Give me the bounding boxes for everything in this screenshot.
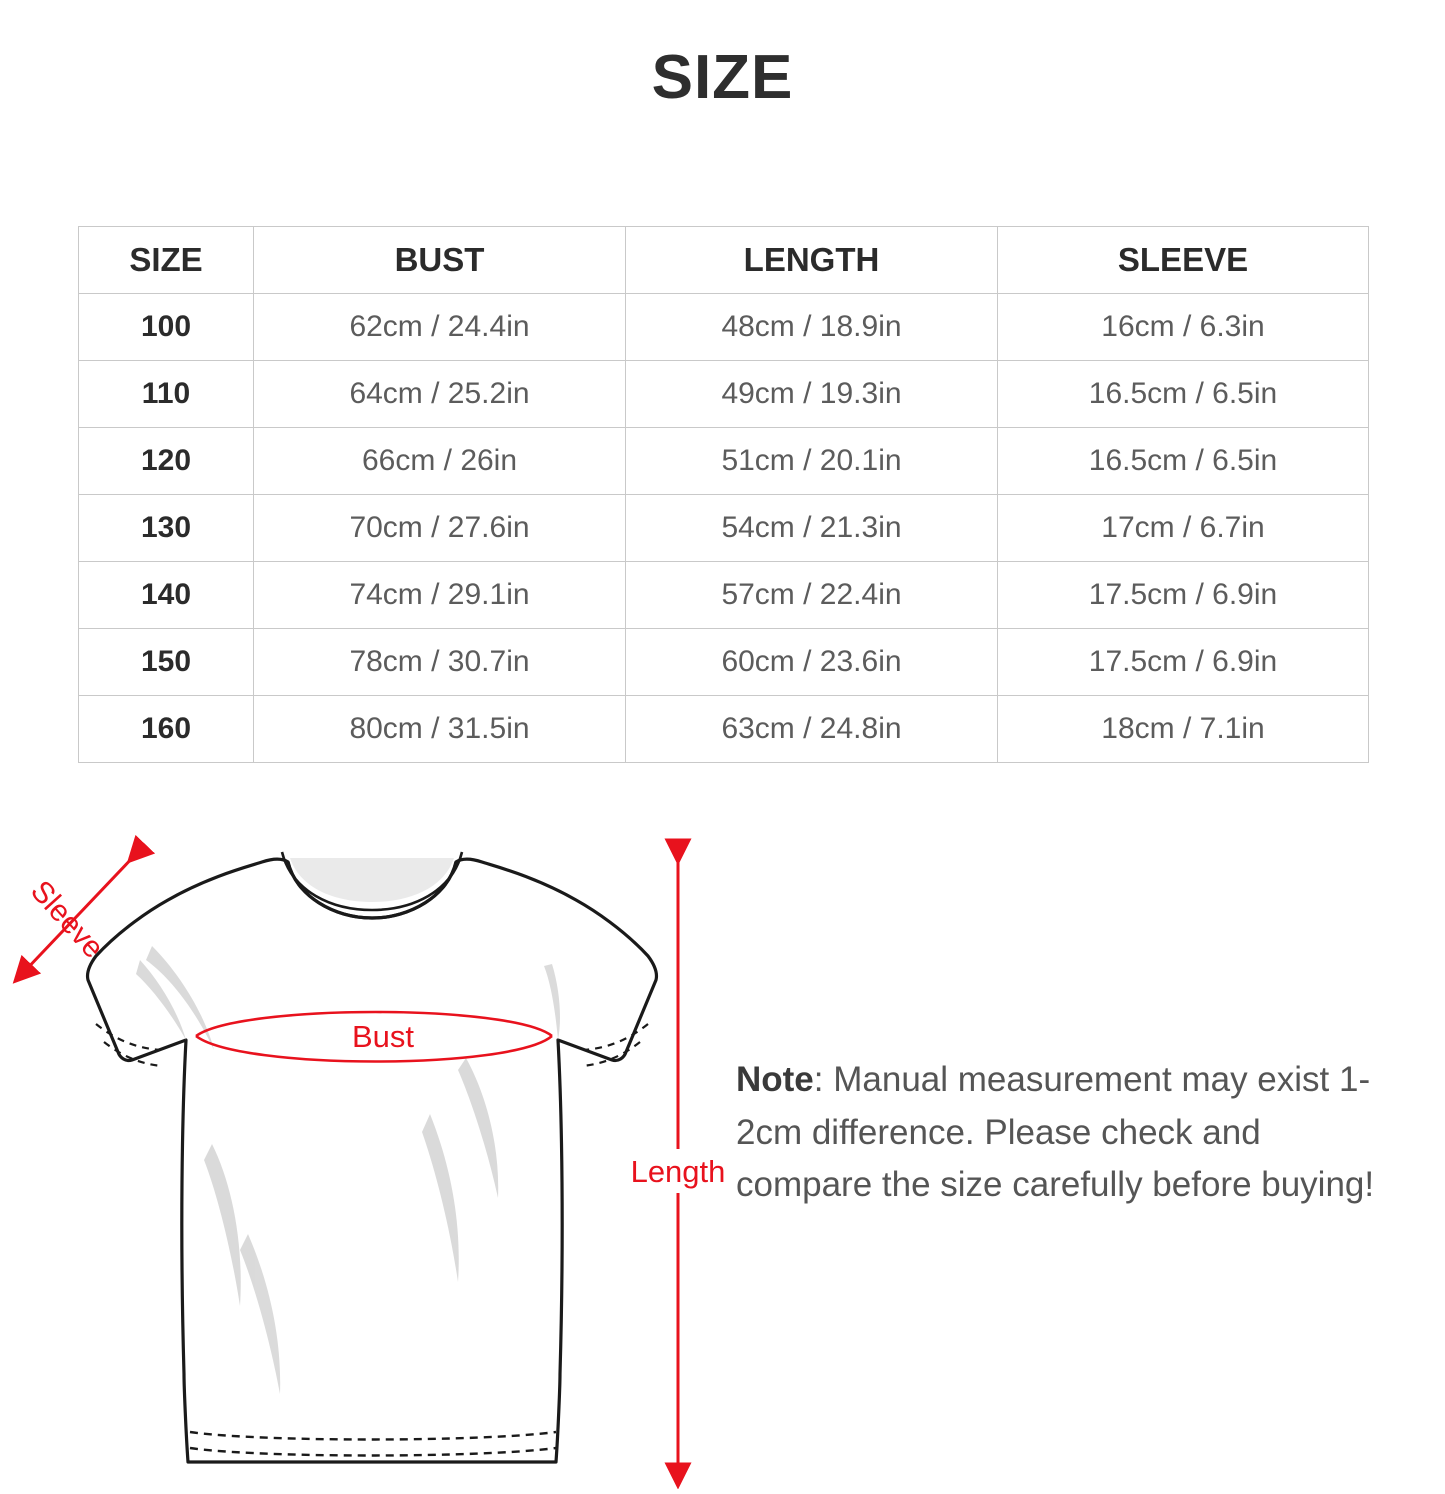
sleeve-label: Sleeve bbox=[24, 874, 111, 965]
cell-sleeve: 17.5cm / 6.9in bbox=[998, 562, 1369, 629]
cell-size: 160 bbox=[79, 696, 254, 763]
cell-bust: 62cm / 24.4in bbox=[254, 294, 626, 361]
cell-size: 150 bbox=[79, 629, 254, 696]
column-header-length: LENGTH bbox=[626, 227, 998, 294]
table-row bbox=[79, 361, 1369, 428]
cell-length: 48cm / 18.9in bbox=[626, 294, 998, 361]
table-header-row bbox=[79, 227, 1369, 294]
cell-size: 140 bbox=[79, 562, 254, 629]
note-text bbox=[736, 1054, 1386, 1212]
cell-sleeve: 16.5cm / 6.5in bbox=[998, 361, 1369, 428]
cell-bust: 66cm / 26in bbox=[254, 428, 626, 495]
cell-size: 110 bbox=[79, 361, 254, 428]
size-chart-table bbox=[78, 226, 1368, 763]
cell-length: 51cm / 20.1in bbox=[626, 428, 998, 495]
column-header-sleeve: SLEEVE bbox=[998, 227, 1369, 294]
note-prefix: Note bbox=[736, 1060, 814, 1099]
cell-sleeve: 18cm / 7.1in bbox=[998, 696, 1369, 763]
tshirt-measurement-diagram bbox=[0, 814, 740, 1489]
bust-label: Bust bbox=[351, 1019, 415, 1054]
cell-size: 120 bbox=[79, 428, 254, 495]
cell-length: 49cm / 19.3in bbox=[626, 361, 998, 428]
table-row bbox=[79, 294, 1369, 361]
cell-bust: 74cm / 29.1in bbox=[254, 562, 626, 629]
length-label: Length bbox=[630, 1154, 726, 1189]
cell-size: 130 bbox=[79, 495, 254, 562]
column-header-bust: BUST bbox=[254, 227, 626, 294]
column-header-size: SIZE bbox=[79, 227, 254, 294]
note-body: : Manual measurement may exist 1-2cm difference. Please check and compare the size carefully before buying! bbox=[736, 1060, 1375, 1204]
table-row bbox=[79, 495, 1369, 562]
cell-length: 60cm / 23.6in bbox=[626, 629, 998, 696]
cell-bust: 80cm / 31.5in bbox=[254, 696, 626, 763]
cell-length: 63cm / 24.8in bbox=[626, 696, 998, 763]
table-row bbox=[79, 562, 1369, 629]
tshirt-illustration bbox=[87, 852, 656, 1462]
cell-length: 54cm / 21.3in bbox=[626, 495, 998, 562]
cell-size: 100 bbox=[79, 294, 254, 361]
page-title: SIZE bbox=[651, 43, 794, 112]
cell-sleeve: 17cm / 6.7in bbox=[998, 495, 1369, 562]
cell-bust: 70cm / 27.6in bbox=[254, 495, 626, 562]
cell-bust: 64cm / 25.2in bbox=[254, 361, 626, 428]
cell-sleeve: 17.5cm / 6.9in bbox=[998, 629, 1369, 696]
cell-sleeve: 16.5cm / 6.5in bbox=[998, 428, 1369, 495]
table-row bbox=[79, 696, 1369, 763]
table-row bbox=[79, 629, 1369, 696]
table-row bbox=[79, 428, 1369, 495]
cell-bust: 78cm / 30.7in bbox=[254, 629, 626, 696]
cell-sleeve: 16cm / 6.3in bbox=[998, 294, 1369, 361]
cell-length: 57cm / 22.4in bbox=[626, 562, 998, 629]
